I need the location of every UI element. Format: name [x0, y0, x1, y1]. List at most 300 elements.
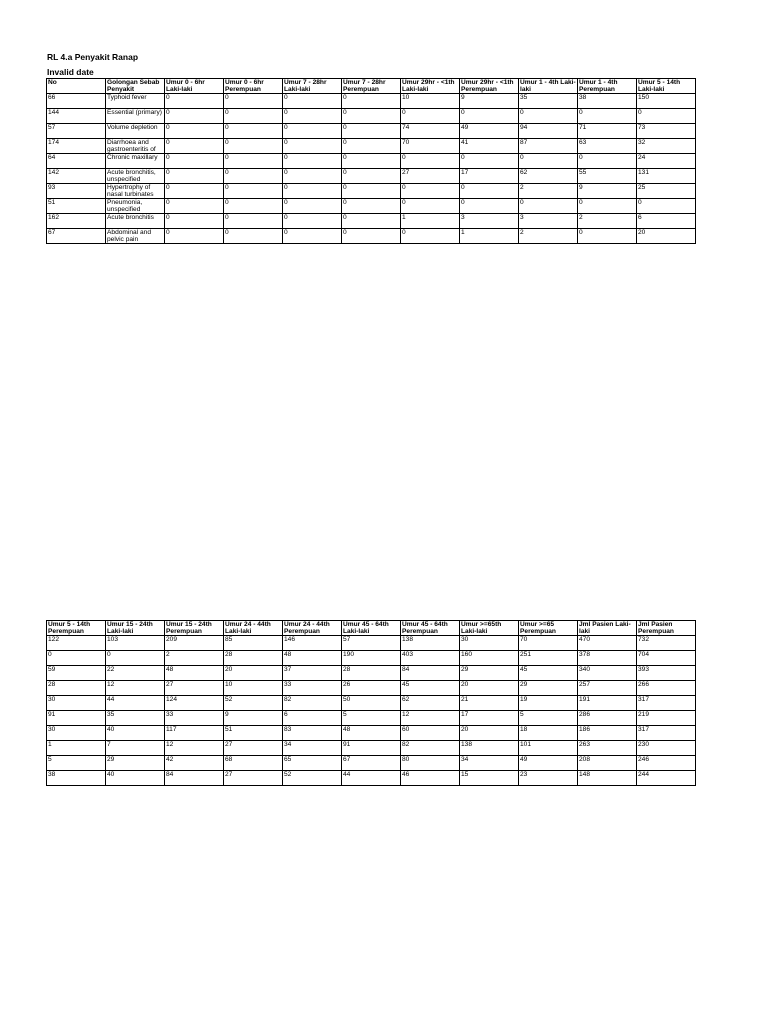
table-header-row [47, 621, 696, 636]
cell-value: 2 [520, 229, 524, 236]
table-cell [401, 756, 460, 771]
table-cell [519, 109, 578, 124]
cell-value: 33 [284, 681, 292, 688]
column-header-label: Umur >=65th Laki-laki [461, 621, 502, 635]
table-cell [342, 124, 401, 139]
cell-value: 403 [402, 651, 414, 658]
table-cell [519, 214, 578, 229]
table-cell [460, 184, 519, 199]
cell-value: Typhoid fever [107, 94, 147, 101]
table-cell [637, 771, 696, 786]
table-cell [460, 169, 519, 184]
cell-value: 29 [520, 681, 528, 688]
cell-value: 244 [638, 771, 650, 778]
table-cell [578, 169, 637, 184]
column-header [224, 79, 283, 94]
cell-value: 0 [402, 154, 406, 161]
cell-value: 0 [343, 124, 347, 131]
table-cell [47, 94, 106, 109]
column-header [283, 79, 342, 94]
cell-value: 257 [579, 681, 591, 688]
cell-value: 0 [166, 109, 170, 116]
cell-value: 6 [638, 214, 642, 221]
table-cell [47, 229, 106, 244]
cell-value: 28 [225, 651, 233, 658]
cell-value: 51 [48, 199, 56, 206]
column-header-label: Jml Pasien Laki-laki [579, 621, 631, 635]
cell-value: 67 [48, 229, 56, 236]
column-header-label: Umur 5 - 14th Perempuan [48, 621, 91, 635]
table-cell [401, 229, 460, 244]
cell-value: 49 [461, 124, 469, 131]
cell-value: 251 [520, 651, 532, 658]
table-cell [342, 199, 401, 214]
table-cell [283, 184, 342, 199]
table-cell [460, 124, 519, 139]
table-cell [519, 756, 578, 771]
table-row [47, 681, 696, 696]
cell-value: 208 [579, 756, 591, 763]
cell-value: 27 [225, 741, 233, 748]
cell-value: 55 [579, 169, 587, 176]
table-cell [401, 711, 460, 726]
table-cell [519, 696, 578, 711]
table-cell [106, 124, 165, 139]
column-header [106, 79, 165, 94]
cell-value: 470 [579, 636, 591, 643]
column-header [460, 621, 519, 636]
cell-value: 0 [225, 214, 229, 221]
table-cell [578, 124, 637, 139]
cell-value: 263 [579, 741, 591, 748]
table-cell [578, 199, 637, 214]
cell-value: Essential (primary) [107, 109, 162, 116]
cell-value: 0 [579, 229, 583, 236]
table-cell [47, 124, 106, 139]
table-cell [47, 636, 106, 651]
cell-value: 46 [402, 771, 410, 778]
cell-value: 71 [579, 124, 587, 131]
cell-value: 0 [638, 199, 642, 206]
cell-value: 30 [461, 636, 469, 643]
table-cell [342, 651, 401, 666]
table-row [47, 229, 696, 244]
column-header [401, 79, 460, 94]
cell-value: 246 [638, 756, 650, 763]
cell-value: 45 [520, 666, 528, 673]
column-header-label: Umur 15 - 24th Perempuan [166, 621, 212, 635]
table-cell [47, 741, 106, 756]
table-cell [342, 139, 401, 154]
table-cell [224, 726, 283, 741]
table-cell [401, 94, 460, 109]
table-cell [342, 636, 401, 651]
cell-value: 12 [166, 741, 174, 748]
table-cell [342, 214, 401, 229]
cell-value: 138 [402, 636, 414, 643]
table-cell [342, 154, 401, 169]
cell-value: 10 [225, 681, 233, 688]
cell-value: 67 [343, 756, 351, 763]
table-cell [224, 184, 283, 199]
table-cell [342, 726, 401, 741]
cell-value: 0 [579, 109, 583, 116]
cell-value: 12 [402, 711, 410, 718]
table-cell [224, 124, 283, 139]
table-cell [460, 666, 519, 681]
cell-value: 25 [638, 184, 646, 191]
table-cell [460, 636, 519, 651]
cell-value: 0 [402, 229, 406, 236]
cell-value: 84 [402, 666, 410, 673]
table-cell [283, 139, 342, 154]
table-cell [460, 756, 519, 771]
cell-value: 27 [166, 681, 174, 688]
cell-value: 0 [638, 109, 642, 116]
column-header-label: Jml Pasien Perempuan [638, 621, 674, 635]
cell-value: 704 [638, 651, 650, 658]
cell-value: 91 [343, 741, 351, 748]
table-cell [165, 741, 224, 756]
table-cell [460, 741, 519, 756]
table-cell [47, 756, 106, 771]
cell-value: 0 [343, 229, 347, 236]
table-cell [283, 109, 342, 124]
column-header [637, 79, 696, 94]
table-cell [342, 696, 401, 711]
cell-value: Volume depletion [107, 124, 158, 131]
table-cell [637, 229, 696, 244]
table-cell [519, 666, 578, 681]
cell-value: Hypertrophy of nasal turbinates [107, 184, 154, 198]
cell-value: 27 [225, 771, 233, 778]
table-cell [224, 214, 283, 229]
cell-value: 3 [461, 214, 465, 221]
cell-value: 144 [48, 109, 60, 116]
cell-value: 20 [461, 681, 469, 688]
cell-value: 32 [638, 139, 646, 146]
table-cell [401, 726, 460, 741]
table-cell [519, 726, 578, 741]
table-cell [637, 696, 696, 711]
table-cell [637, 199, 696, 214]
column-header [519, 621, 578, 636]
table-row [47, 636, 696, 651]
cell-value: 48 [284, 651, 292, 658]
cell-value: 340 [579, 666, 591, 673]
cell-value: 5 [520, 711, 524, 718]
cell-value: 209 [166, 636, 178, 643]
column-header [165, 79, 224, 94]
table-cell [578, 139, 637, 154]
cell-value: 65 [284, 756, 292, 763]
table-cell [578, 154, 637, 169]
table-cell [578, 726, 637, 741]
cell-value: 74 [402, 124, 410, 131]
cell-value: 0 [402, 199, 406, 206]
cell-value: 0 [166, 199, 170, 206]
table-cell [578, 681, 637, 696]
cell-value: 40 [107, 771, 115, 778]
table-cell [342, 756, 401, 771]
table-cell [224, 771, 283, 786]
column-header [401, 621, 460, 636]
table-cell [342, 711, 401, 726]
table-cell [47, 696, 106, 711]
cell-value: 52 [284, 771, 292, 778]
column-header [578, 79, 637, 94]
cell-value: 6 [284, 711, 288, 718]
cell-value: 33 [166, 711, 174, 718]
table-cell [637, 169, 696, 184]
cell-value: 162 [48, 214, 60, 221]
column-header-label: Umur 24 - 44th Perempuan [284, 621, 330, 635]
cell-value: 45 [402, 681, 410, 688]
table-cell [578, 94, 637, 109]
table-cell [106, 184, 165, 199]
report-date: Invalid date [47, 67, 94, 77]
table-cell [401, 124, 460, 139]
table-cell [519, 741, 578, 756]
cell-value: Acute bronchitis [107, 214, 154, 221]
column-header [342, 79, 401, 94]
table-row [47, 94, 696, 109]
cell-value: 0 [343, 199, 347, 206]
cell-value: 87 [520, 139, 528, 146]
cell-value: 0 [284, 199, 288, 206]
cell-value: 28 [343, 666, 351, 673]
table-row [47, 696, 696, 711]
cell-value: 60 [402, 726, 410, 733]
table-cell [401, 199, 460, 214]
table-cell [165, 666, 224, 681]
cell-value: 0 [225, 139, 229, 146]
cell-value: Pneumonia, unspecified [107, 199, 143, 213]
cell-value: 1 [402, 214, 406, 221]
cell-value: 84 [166, 771, 174, 778]
cell-value: 30 [48, 726, 56, 733]
table-cell [460, 681, 519, 696]
cell-value: 10 [402, 94, 410, 101]
cell-value: 57 [343, 636, 351, 643]
table-cell [106, 636, 165, 651]
table-cell [637, 756, 696, 771]
table-cell [47, 169, 106, 184]
table-cell [578, 696, 637, 711]
cell-value: 0 [284, 184, 288, 191]
table-cell [460, 214, 519, 229]
table-row [47, 756, 696, 771]
cell-value: 24 [638, 154, 646, 161]
table-cell [342, 94, 401, 109]
cell-value: 0 [225, 109, 229, 116]
cell-value: 2 [166, 651, 170, 658]
cell-value: 52 [225, 696, 233, 703]
table-cell [47, 771, 106, 786]
cell-value: 0 [520, 199, 524, 206]
cell-value: 2 [579, 214, 583, 221]
cell-value: 15 [461, 771, 469, 778]
table-cell [519, 681, 578, 696]
cell-value: 0 [343, 214, 347, 221]
table-cell [165, 696, 224, 711]
table-cell [342, 184, 401, 199]
table-cell [578, 109, 637, 124]
cell-value: 101 [520, 741, 532, 748]
cell-value: 0 [225, 184, 229, 191]
cell-value: 29 [107, 756, 115, 763]
table-cell [165, 169, 224, 184]
table-cell [165, 139, 224, 154]
table-cell [106, 214, 165, 229]
table-cell [401, 139, 460, 154]
cell-value: 0 [225, 169, 229, 176]
table-row [47, 214, 696, 229]
table-cell [637, 636, 696, 651]
cell-value: 0 [402, 184, 406, 191]
table-row [47, 199, 696, 214]
table-cell [637, 726, 696, 741]
table-cell [637, 666, 696, 681]
table-cell [578, 666, 637, 681]
cell-value: 142 [48, 169, 60, 176]
cell-value: 0 [284, 124, 288, 131]
table-cell [106, 199, 165, 214]
cell-value: 80 [402, 756, 410, 763]
column-header-label: Umur >=65 Perempuan [520, 621, 556, 635]
table-cell [637, 139, 696, 154]
table-cell [283, 681, 342, 696]
table-cell [106, 94, 165, 109]
table-cell [224, 696, 283, 711]
column-header-label: No [48, 79, 57, 86]
cell-value: 82 [284, 696, 292, 703]
cell-value: 0 [166, 154, 170, 161]
table-cell [401, 636, 460, 651]
cell-value: 150 [638, 94, 650, 101]
cell-value: 62 [402, 696, 410, 703]
cell-value: 9 [461, 94, 465, 101]
table-cell [165, 184, 224, 199]
cell-value: 44 [343, 771, 351, 778]
table-row [47, 771, 696, 786]
cell-value: 0 [284, 154, 288, 161]
table-cell [401, 154, 460, 169]
cell-value: 70 [520, 636, 528, 643]
table-cell [519, 771, 578, 786]
cell-value: 82 [402, 741, 410, 748]
cell-value: 22 [107, 666, 115, 673]
cell-value: 17 [461, 711, 469, 718]
table-cell [460, 139, 519, 154]
table-cell [578, 651, 637, 666]
cell-value: 1 [461, 229, 465, 236]
cell-value: 117 [166, 726, 177, 733]
column-header-label: Umur 15 - 24th Laki-laki [107, 621, 153, 635]
table-cell [342, 666, 401, 681]
table-cell [342, 169, 401, 184]
cell-value: 0 [284, 139, 288, 146]
cell-value: 0 [225, 229, 229, 236]
column-header [460, 79, 519, 94]
table-cell [637, 124, 696, 139]
cell-value: 64 [48, 154, 56, 161]
table-cell [106, 711, 165, 726]
cell-value: 66 [48, 94, 56, 101]
table-cell [106, 696, 165, 711]
column-header [106, 621, 165, 636]
table-cell [401, 184, 460, 199]
table-cell [283, 636, 342, 651]
table-cell [401, 214, 460, 229]
table-cell [519, 154, 578, 169]
table-cell [283, 756, 342, 771]
cell-value: 124 [166, 696, 178, 703]
table-cell [460, 154, 519, 169]
table-cell [342, 771, 401, 786]
cell-value: 38 [579, 94, 587, 101]
cell-value: 35 [107, 711, 115, 718]
cell-value: 40 [107, 726, 115, 733]
cell-value: 18 [520, 726, 528, 733]
cell-value: 28 [48, 681, 56, 688]
column-header [519, 79, 578, 94]
table-cell [165, 109, 224, 124]
table-cell [283, 651, 342, 666]
cell-value: 0 [461, 109, 465, 116]
cell-value: 0 [579, 154, 583, 161]
cell-value: 0 [579, 199, 583, 206]
table-cell [578, 771, 637, 786]
table-cell [224, 741, 283, 756]
table-cell [637, 94, 696, 109]
cell-value: 0 [343, 109, 347, 116]
table-cell [578, 184, 637, 199]
table-cell [283, 124, 342, 139]
cell-value: 21 [461, 696, 469, 703]
table-cell [401, 681, 460, 696]
cell-value: 35 [520, 94, 528, 101]
table-cell [637, 184, 696, 199]
cell-value: 230 [638, 741, 650, 748]
cell-value: 0 [166, 229, 170, 236]
cell-value: 3 [520, 214, 524, 221]
cell-value: 49 [520, 756, 528, 763]
cell-value: 0 [461, 184, 465, 191]
table-cell [106, 169, 165, 184]
column-header [283, 621, 342, 636]
table-cell [283, 666, 342, 681]
table-cell [283, 229, 342, 244]
cell-value: 131 [638, 169, 650, 176]
column-header [578, 621, 637, 636]
column-header-label: Umur 29hr - <1th Laki-laki [402, 79, 455, 93]
report-title: RL 4.a Penyakit Ranap [47, 52, 139, 62]
cell-value: 2 [520, 184, 524, 191]
table-cell [519, 199, 578, 214]
table-cell [106, 771, 165, 786]
cell-value: 317 [638, 726, 650, 733]
cell-value: 12 [107, 681, 115, 688]
table-cell [342, 229, 401, 244]
table-cell [106, 154, 165, 169]
cell-value: 732 [638, 636, 650, 643]
cell-value: 48 [343, 726, 351, 733]
table-cell [165, 771, 224, 786]
table-cell [165, 681, 224, 696]
cell-value: 186 [579, 726, 591, 733]
cell-value: 70 [402, 139, 410, 146]
